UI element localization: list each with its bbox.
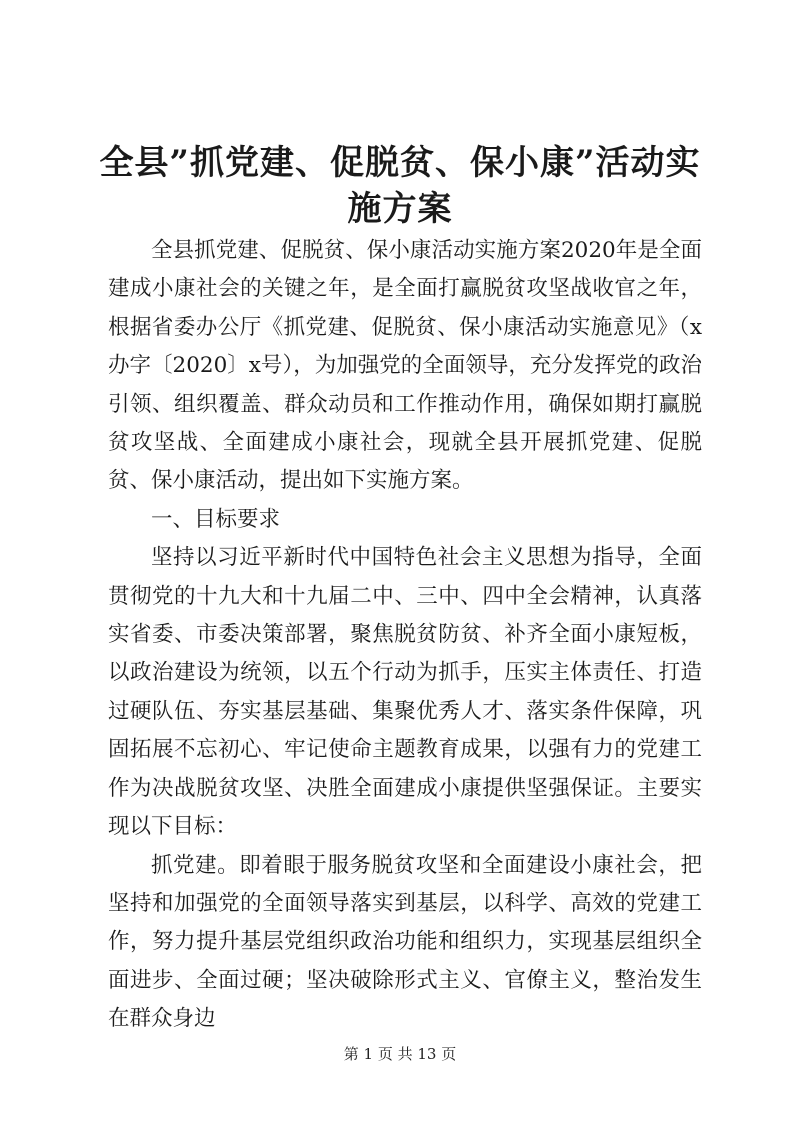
page-footer: 第 1 页 共 13 页 [343, 1045, 457, 1063]
paragraph-party-building: 抓党建。即着眼于服务脱贫攻坚和全面建设小康社会，把坚持和加强党的全面领导落实到基层，以科学、高效的党建工作，努力提升基层党组织政治功能和组织力，实现基层组织全面进步、全面过硬；坚决破除形式主义、官僚主义，整治发生在群众身边 [108, 852, 702, 1032]
document-body [108, 232, 702, 1039]
paragraph-intro: 全县抓党建、促脱贫、保小康活动实施方案2020年是全面建成小康社会的关键之年，是全面打赢脱贫攻坚战收官之年，根据省委办公厅《抓党建、促脱贫、保小康活动实施意见》（x办字〔2020〕x号），为加强党的全面领导，充分发挥党的政治引领、组织覆盖、群众动员和工作推动作用，确保如期打赢脱贫攻坚战、全面建成小康社会，现就全县开展抓党建、促脱贫、保小康活动，提出如下实施方案。 [108, 238, 702, 494]
document-title: 全县”抓党建、促脱贫、保小康”活动实施方案 [99, 143, 701, 229]
section-heading: 一、目标要求 [151, 506, 281, 532]
paragraph-goals: 坚持以习近平新时代中国特色社会主义思想为指导，全面贯彻党的十九大和十九届二中、三中、四中全会精神，认真落实省委、市委决策部署，聚焦脱贫防贫、补齐全面小康短板，以政治建设为统领，以五个行动为抓手，压实主体责任、打造过硬队伍、夯实基层基础、集聚优秀人才、落实条件保障，巩固拓展不忘初心、牢记使命主题教育成果，以强有力的党建工作为决战脱贫攻坚、决胜全面建成小康提供坚强保证。主要实现以下目标： [108, 545, 702, 840]
